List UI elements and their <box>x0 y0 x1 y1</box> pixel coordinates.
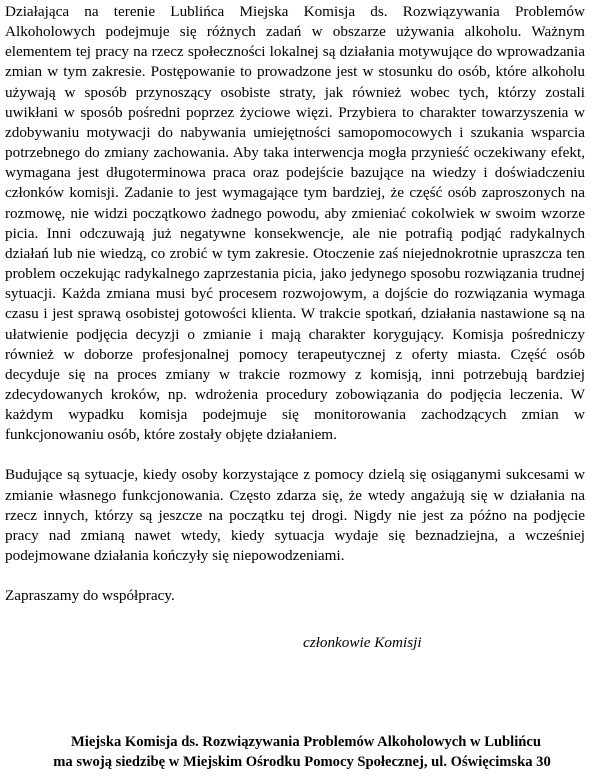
document-body <box>5 0 585 606</box>
paragraph-intro: Działająca na terenie Lublińca Miejska Komisja ds. Rozwiązywania Problemów Alkoholowych podejmuje się różnych zadań w obszarze używania alkoholu. Ważnym elementem tej pracy na rzecz społeczności lokalnej są działania motywujące do wprowadzania zmian w tym zakresie. Postępowanie to prowadzone jest w stosunku do osób, które alkoholu używają w sposób przynoszący osobiste straty, jak również wobec tych, którzy zostali uwikłani w sposób pośredni poprzez życiowe więzi. Przybiera to charakter towarzyszenia w zdobywaniu motywacji do nabywania umiejętności samopomocowych i szukania wsparcia potrzebnego do zmiany zachowania. Aby taka interwencja mogła przynieść oczekiwany efekt, wymagana jest długoterminowa praca oraz podejście bazujące na wiedzy i doświadczeniu członków komisji. Zadanie to jest wymagające tym bardziej, że część osób zaproszonych na rozmowę, nie widzi początkowo żadnego powodu, aby zmieniać cokolwiek w swoim wzorze picia. Inni odczuwają już negatywne konsekwencje, ale nie potrafią podjąć radykalnych działań lub nie wiedzą, co zrobić w tym zakresie. Otoczenie zaś niejednokrotnie upraszcza ten problem oczekując radykalnego zaprzestania picia, jako jedynego sposobu rozwiązania trudnej sytuacji. Każda zmiana musi być procesem rozwojowym, a dojście do rozwiązania wymaga czasu i jest sprawą osobistej gotowości klienta. W trakcie spotkań, działania nastawione są na ułatwienie podjęcia decyzji o zmianie i mają charakter korygujący. Komisja pośredniczy również w doborze profesjonalnej pomocy terapeutycznej z oferty miasta. Część osób decyduje się na proces zmiany w trakcie rozmowy z komisją, inni potrzebują bardziej zdecydowanych kroków, np. wdrożenia procedury zobowiązania do podjęcia leczenia. W każdym wypadku komisja podejmuje się monitorowania zachodzących zmian w funkcjonowaniu osób, które zostały objęte działaniem. <box>5 3 585 444</box>
footer-line-1: Miejska Komisja ds. Rozwiązywania Problemów Alkoholowych w Lublińcu <box>70 734 541 750</box>
paragraph-invitation: Zapraszamy do współpracy. <box>5 587 175 605</box>
signature: członkowie Komisji <box>303 634 422 651</box>
footer-line-2: ma swoją siedzibę w Miejskim Ośrodku Pomocy Społecznej, ul. Oświęcimska 30 <box>53 753 551 770</box>
paragraph-success: Budujące są sytuacje, kiedy osoby korzystające z pomocy dzielą się osiąganymi sukcesami w zmianie własnego funkcjonowania. Często zdarza się, że wtedy angażują się w działania na rzecz innych, którzy są jeszcze na początku tej drogi. Nigdy nie jest za późno na podjęcie pracy nad zmianą nawet wtedy, kiedy sytuacja wydaje się beznadziejna, a wcześniej podejmowane działania kończyły się niepowodzeniami. <box>5 466 585 565</box>
footer <box>0 733 594 772</box>
